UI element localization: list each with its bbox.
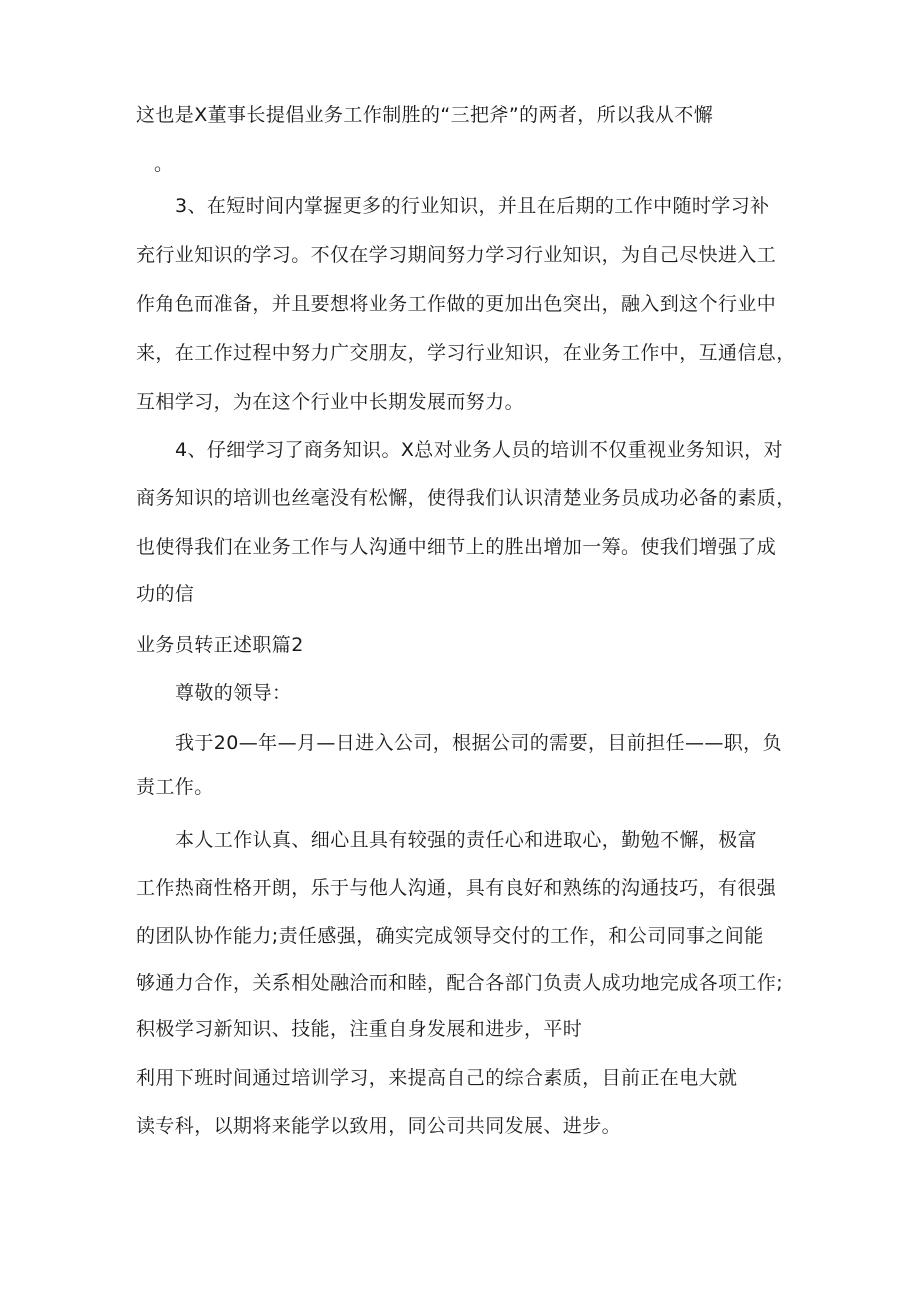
text-line: 责工作。 xyxy=(136,776,214,798)
text-line: 本人工作认真、细心且具有较强的责任心和进取心，勤勉不懈，极富 xyxy=(175,829,758,851)
text-line: 工作热商性格开朗，乐于与他人沟通，具有良好和熟练的沟通技巧，有很强 xyxy=(136,877,777,899)
text-line: 商务知识的培训也丝毫没有松懈，使得我们认识清楚业务员成功必备的素质， xyxy=(136,487,796,509)
text-line: 的团队协作能力;责任感强，确实完成领导交付的工作，和公司同事之间能 xyxy=(136,925,764,947)
text-line: 利用下班时间通过培训学习，来提高自己的综合素质，目前正在电大就 xyxy=(136,1067,738,1089)
text-line: 。 xyxy=(154,153,174,175)
text-line: 4、仔细学习了商务知识。X总对业务人员的培训不仅重视业务知识，对 xyxy=(175,439,783,461)
text-line: 也使得我们在业务工作与人沟通中细节上的胜出增加一筹。使我们增强了成 xyxy=(136,536,777,558)
text-line: 够通力合作，关系相处融洽而和睦，配合各部门负责人成功地完成各项工作; xyxy=(136,972,784,994)
text-line: 3、在短时间内掌握更多的行业知识，并且在后期的工作中随时学习补 xyxy=(175,195,770,217)
text-line: 功的信 xyxy=(136,583,195,605)
text-line: 作角色而准备，并且要想将业务工作做的更加出色突出，融入到这个行业中 xyxy=(136,293,777,315)
text-line: 积极学习新知识、技能，注重自身发展和进步，平时 xyxy=(136,1018,583,1040)
text-line: 这也是X董事长提倡业务工作制胜的“三把斧”的两者，所以我从不懈 xyxy=(136,104,714,126)
text-line: 充行业知识的学习。不仅在学习期间努力学习行业知识，为自己尽快进入工 xyxy=(136,244,777,266)
text-line: 我于20—年—月—日进入公司，根据公司的需要，目前担任——职，负 xyxy=(175,732,782,754)
text-line: 互相学习，为在这个行业中长期发展而努力。 xyxy=(136,391,525,413)
text-line: 读专科，以期将来能学以致用，同公司共同发展、进步。 xyxy=(136,1115,622,1137)
section-heading: 业务员转正述职篇2 xyxy=(136,634,304,656)
text-line: 来，在工作过程中努力广交朋友，学习行业知识，在业务工作中，互通信息， xyxy=(136,342,796,364)
salutation: 尊敬的领导： xyxy=(175,682,292,704)
